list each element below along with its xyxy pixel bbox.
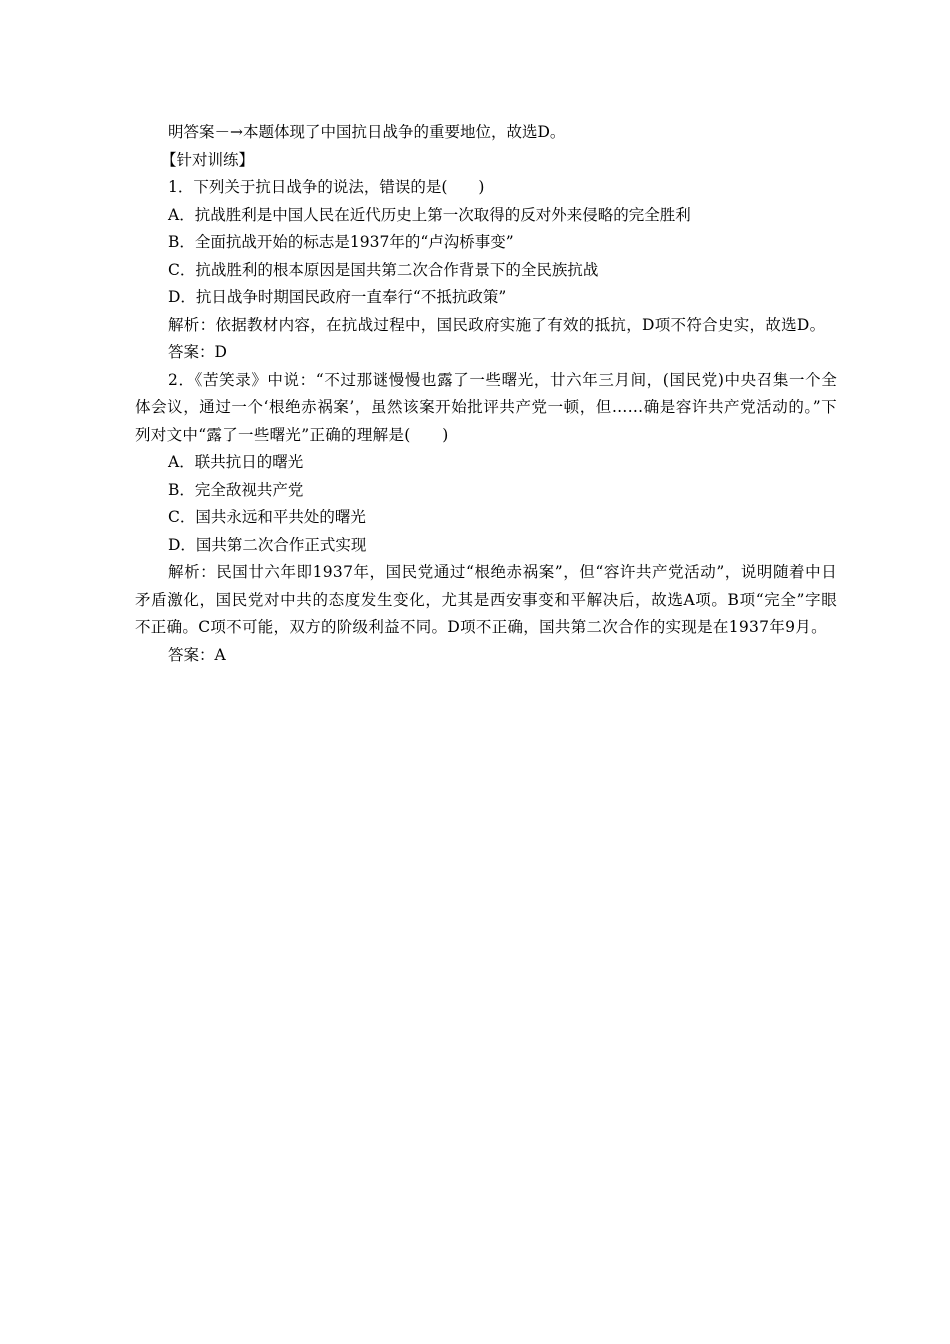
question-1-option-a: A．抗战胜利是中国人民在近代历史上第一次取得的反对外来侵略的完全胜利	[168, 205, 691, 224]
question-1-option-d: D．抗日战争时期国民政府一直奉行“不抵抗政策”	[168, 288, 507, 306]
question-2-stem: 2．《苦笑录》中说：“不过那谜慢慢也露了一些曙光，廿六年三月间，(国民党)中央召集一个全体会议，通过一个‘根绝赤祸案’，虽然该案开始批评共产党一顿，但……确是容许共产党活动的。”下列对文中“露了一些曙光”正确的理解是( )	[135, 370, 837, 444]
document-page	[135, 119, 837, 669]
question-1	[135, 174, 837, 367]
question-2-analysis: 解析：民国廿六年即1937年，国民党通过“根绝赤祸案”，但“容许共产党活动”，说明随着中日矛盾激化，国民党对中共的态度发生变化，尤其是西安事变和平解决后，故选A项。B项“完全”字眼不正确。C项不可能，双方的阶级利益不同。D项不正确，国共第二次合作的实现是在1937年9月。	[135, 563, 837, 636]
question-2-option-c: C．国共永远和平共处的曙光	[168, 508, 366, 526]
question-1-analysis: 解析：依据教材内容，在抗战过程中，国民政府实施了有效的抵抗，D项不符合史实，故选D。	[168, 315, 826, 334]
question-2	[135, 367, 837, 670]
question-1-answer: 答案：D	[168, 343, 227, 361]
question-2-option-a: A．联共抗日的曙光	[168, 453, 304, 471]
question-2-option-b: B．完全敌视共产党	[168, 480, 304, 499]
question-2-answer: 答案：A	[168, 645, 226, 664]
question-2-option-d: D．国共第二次合作正式实现	[168, 535, 367, 554]
intro-text: 明答案－→本题体现了中国抗日战争的重要地位，故选D。	[168, 123, 566, 141]
question-1-option-c: C．抗战胜利的根本原因是国共第二次合作背景下的全民族抗战	[168, 260, 599, 279]
question-1-stem: 1．下列关于抗日战争的说法，错误的是( )	[168, 178, 485, 196]
question-1-option-b: B．全面抗战开始的标志是1937年的“卢沟桥事变”	[168, 233, 514, 251]
section-title: 【针对训练】	[161, 150, 255, 169]
